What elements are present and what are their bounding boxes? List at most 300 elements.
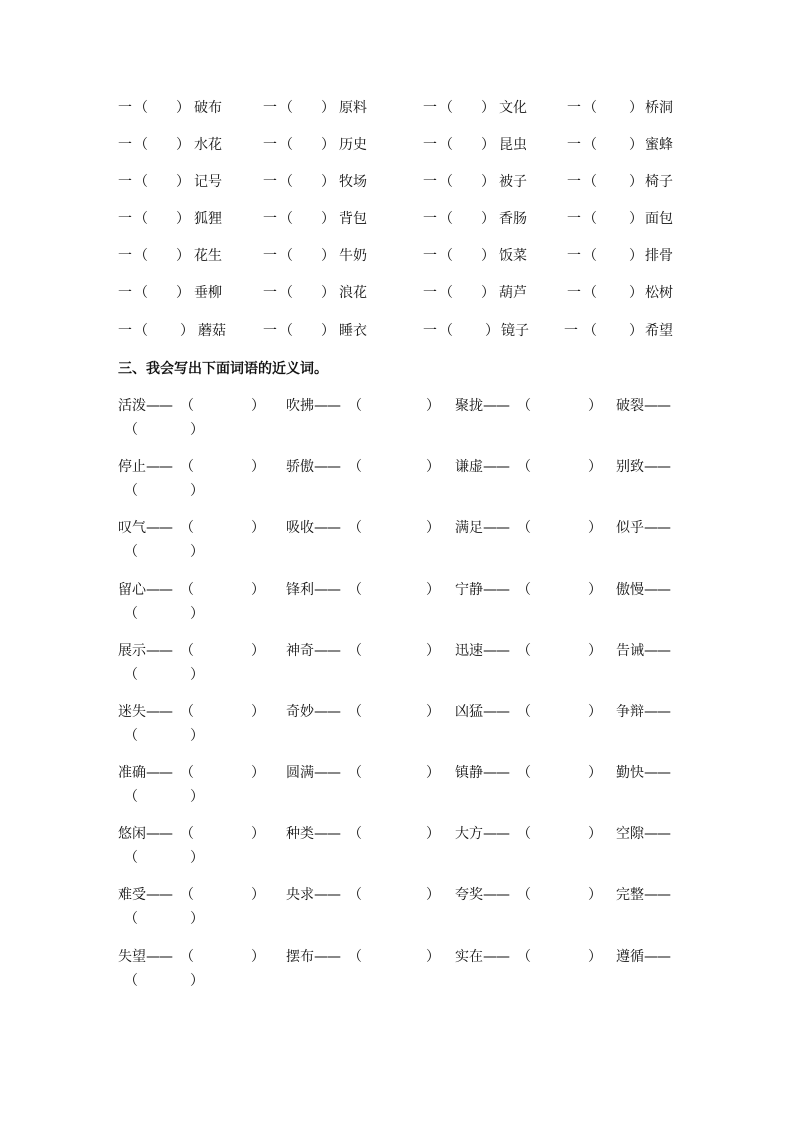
synonym-item [118,701,265,723]
blank-open: （ [439,211,453,227]
synonym-item [455,395,602,417]
item-word: 锋利 [286,582,314,598]
synonym-item [455,579,602,601]
yi-char: 一 [423,323,437,339]
dash: —— [644,704,670,720]
dash: —— [483,520,509,536]
blank-close: ） [190,667,204,683]
blank-close: ） [629,323,643,339]
synonym-item [286,946,440,968]
item-word: 希望 [645,323,673,339]
blank-close: ） [321,137,335,153]
blank-open: （ [134,174,148,190]
blank-open: （ [348,765,362,781]
blank-close: ） [321,100,335,116]
synonym-item [616,762,670,784]
blank-close: ） [588,826,602,842]
blank-close: ） [588,765,602,781]
synonym-item [286,640,440,662]
blank-close: ） [190,422,204,438]
item-word: 吹拂 [286,398,314,414]
synonym-item [286,456,440,478]
blank-open: （ [124,728,138,744]
blank-close: ） [176,211,190,227]
blank-close: ） [481,285,495,301]
synonym-item [616,701,670,723]
dash: —— [146,826,172,842]
item-word: 告诫 [616,643,644,659]
item-word: 浪花 [339,285,367,301]
item-word: 活泼 [118,398,146,414]
yi-char: 一 [423,174,437,190]
blank-close: ） [321,323,335,339]
dash: —— [314,704,340,720]
synonym-item [118,762,265,784]
item-word: 神奇 [286,643,314,659]
blank-open: （ [180,949,194,965]
blank-open: （ [124,667,138,683]
dash: —— [314,520,340,536]
dash: —— [644,520,670,536]
blank-close: ） [321,248,335,264]
blank-open: （ [348,459,362,475]
synonym-item [118,456,265,478]
exercise-row [0,701,794,747]
blank-close: ） [251,887,265,903]
item-word: 吸收 [286,520,314,536]
blank-open: （ [348,887,362,903]
dash: —— [483,949,509,965]
exercise-row [0,134,794,156]
blank-close: ） [251,520,265,536]
item-word: 蜜蜂 [645,137,673,153]
yi-char: 一 [567,248,581,264]
blank-open: （ [124,911,138,927]
exercise-row [0,762,794,808]
dash: —— [314,826,340,842]
yi-char: 一 [263,285,277,301]
blank-open: （ [517,520,531,536]
yi-char: 一 [118,100,132,116]
blank-open: （ [134,248,148,264]
exercise-row [0,208,794,230]
blank-close: ） [190,544,204,560]
yi-char: 一 [263,137,277,153]
synonym-item [286,395,440,417]
dash: —— [314,459,340,475]
item-word: 完整 [616,887,644,903]
exercise-row [0,823,794,869]
blank-close: ） [481,211,495,227]
blank-close: ） [588,704,602,720]
blank-open: （ [517,826,531,842]
blank-close: ） [251,704,265,720]
blank-close: ） [481,248,495,264]
synonym-item [455,823,602,845]
dash: —— [644,949,670,965]
blank-open: （ [439,174,453,190]
blank-close: ） [629,174,643,190]
blank-open: （ [348,582,362,598]
blank-close: ） [251,765,265,781]
blank-close: ） [251,582,265,598]
dash: —— [483,398,509,414]
dash: —— [483,704,509,720]
item-word: 香肠 [499,211,527,227]
blank-open: （ [279,211,293,227]
blank-close: ） [426,459,440,475]
item-word: 叹气 [118,520,146,536]
yi-char: 一 [263,323,277,339]
synonym-item [616,395,670,417]
blank-close: ） [426,643,440,659]
item-word: 大方 [455,826,483,842]
yi-char: 一 [423,248,437,264]
item-word: 摆布 [286,949,314,965]
exercise-row [0,640,794,686]
blank-open: （ [180,765,194,781]
item-word: 央求 [286,887,314,903]
item-word: 背包 [339,211,367,227]
blank-close: ） [321,285,335,301]
item-word: 排骨 [645,248,673,264]
yi-char: 一 [118,174,132,190]
dash: —— [644,887,670,903]
item-word: 停止 [118,459,146,475]
synonym-item [118,517,265,539]
synonym-item [455,946,602,968]
blank-open: （ [279,100,293,116]
dash: —— [644,398,670,414]
item-word: 奇妙 [286,704,314,720]
yi-char: 一 [263,100,277,116]
synonym-item [455,517,602,539]
blank-close: ） [190,973,204,989]
dash: —— [483,826,509,842]
dash: —— [146,582,172,598]
blank-close: ） [481,137,495,153]
blank-close: ） [588,887,602,903]
item-word: 圆满 [286,765,314,781]
dash: —— [483,582,509,598]
blank-close: ） [629,285,643,301]
item-word: 睡衣 [339,323,367,339]
item-word: 原料 [339,100,367,116]
item-word: 留心 [118,582,146,598]
item-word: 勤快 [616,765,644,781]
blank-open: （ [180,643,194,659]
dash: —— [146,765,172,781]
synonym-item [616,517,670,539]
item-word: 空隙 [616,826,644,842]
blank-close: ） [629,137,643,153]
dash: —— [314,582,340,598]
item-word: 昆虫 [499,137,527,153]
yi-char: 一 [567,211,581,227]
exercise-row [0,97,794,119]
item-word: 破布 [194,100,222,116]
synonym-item [286,579,440,601]
blank-close: ） [190,728,204,744]
blank-open: （ [124,483,138,499]
blank-close: ） [190,606,204,622]
blank-open: （ [583,248,597,264]
dash: —— [483,643,509,659]
synonym-item [616,884,670,906]
dash: —— [644,582,670,598]
exercise-row [0,456,794,502]
item-word: 遵循 [616,949,644,965]
exercise-row [0,517,794,563]
blank-open: （ [134,211,148,227]
blank-open: （ [348,949,362,965]
dash: —— [146,398,172,414]
blank-open: （ [279,137,293,153]
yi-char: 一 [423,137,437,153]
dash: —— [314,765,340,781]
dash: —— [483,887,509,903]
blank-open: （ [348,398,362,414]
synonym-item [455,640,602,662]
blank-close: ） [588,643,602,659]
blank-open: （ [124,789,138,805]
item-word: 种类 [286,826,314,842]
blank-open: （ [124,973,138,989]
synonym-item [286,701,440,723]
blank-open: （ [180,520,194,536]
yi-char: 一 [567,174,581,190]
blank-open: （ [180,459,194,475]
blank-close: ） [426,704,440,720]
blank-close: ） [426,826,440,842]
item-word: 难受 [118,887,146,903]
blank-open: （ [348,704,362,720]
item-word: 傲慢 [616,582,644,598]
synonym-item [286,762,440,784]
blank-close: ） [190,911,204,927]
item-word: 椅子 [645,174,673,190]
blank-open: （ [124,544,138,560]
item-word: 面包 [645,211,673,227]
synonym-item [455,701,602,723]
blank-close: ） [426,887,440,903]
item-word: 实在 [455,949,483,965]
blank-open: （ [180,826,194,842]
blank-open: （ [439,248,453,264]
blank-open: （ [124,850,138,866]
yi-char: 一 [423,100,437,116]
blank-open: （ [124,606,138,622]
dash: —— [644,765,670,781]
synonym-item [286,517,440,539]
yi-char: 一 [118,323,132,339]
item-word: 蘑菇 [198,323,226,339]
blank-close: ） [251,398,265,414]
blank-open: （ [134,137,148,153]
synonym-item [616,456,670,478]
blank-open: （ [348,826,362,842]
item-word: 似乎 [616,520,644,536]
blank-close: ） [426,765,440,781]
item-word: 狐狸 [194,211,222,227]
dash: —— [314,887,340,903]
blank-open: （ [517,949,531,965]
blank-open: （ [583,323,597,339]
blank-close: ） [426,949,440,965]
blank-open: （ [134,100,148,116]
synonym-item [616,946,670,968]
blank-close: ） [629,211,643,227]
item-word: 镜子 [501,323,529,339]
blank-open: （ [517,704,531,720]
item-word: 桥洞 [645,100,673,116]
dash: —— [314,398,340,414]
synonym-item [118,823,265,845]
item-word: 骄傲 [286,459,314,475]
item-word: 水花 [194,137,222,153]
blank-open: （ [517,643,531,659]
blank-close: ） [176,174,190,190]
exercise-row [0,171,794,193]
item-word: 被子 [499,174,527,190]
item-word: 记号 [194,174,222,190]
blank-open: （ [517,398,531,414]
synonym-item [286,823,440,845]
exercise-row [0,245,794,267]
blank-close: ） [190,789,204,805]
yi-char: 一 [423,285,437,301]
blank-open: （ [180,887,194,903]
blank-open: （ [517,765,531,781]
item-word: 准确 [118,765,146,781]
blank-open: （ [583,100,597,116]
blank-open: （ [279,323,293,339]
blank-close: ） [485,323,499,339]
item-word: 谦虚 [455,459,483,475]
item-word: 别致 [616,459,644,475]
blank-open: （ [134,285,148,301]
exercise-row [0,320,794,342]
synonym-item [118,579,265,601]
blank-close: ） [190,850,204,866]
blank-close: ） [629,100,643,116]
blank-open: （ [439,323,453,339]
synonym-item [616,823,670,845]
synonym-item [286,884,440,906]
exercise-row [0,282,794,304]
dash: —— [644,643,670,659]
item-word: 葫芦 [499,285,527,301]
blank-close: ） [588,520,602,536]
item-word: 失望 [118,949,146,965]
item-word: 迷失 [118,704,146,720]
item-word: 凶猛 [455,704,483,720]
blank-open: （ [517,582,531,598]
dash: —— [644,826,670,842]
blank-open: （ [348,643,362,659]
item-word: 破裂 [616,398,644,414]
blank-open: （ [279,285,293,301]
dash: —— [314,643,340,659]
item-word: 争辩 [616,704,644,720]
blank-close: ） [190,483,204,499]
synonym-item [118,946,265,968]
blank-close: ） [251,459,265,475]
dash: —— [314,949,340,965]
blank-close: ） [426,398,440,414]
item-word: 悠闲 [118,826,146,842]
section-heading: 三、我会写出下面词语的近义词。 [118,361,328,377]
item-word: 展示 [118,643,146,659]
dash: —— [146,643,172,659]
exercise-row [0,946,794,992]
dash: —— [146,459,172,475]
blank-close: ） [588,459,602,475]
blank-close: ） [588,582,602,598]
dash: —— [483,459,509,475]
blank-close: ） [176,100,190,116]
item-word: 垂柳 [194,285,222,301]
synonym-item [455,762,602,784]
blank-close: ） [481,100,495,116]
synonym-item [616,640,670,662]
item-word: 历史 [339,137,367,153]
synonym-item [118,640,265,662]
yi-char: 一 [118,285,132,301]
blank-open: （ [517,887,531,903]
blank-open: （ [583,285,597,301]
blank-open: （ [439,100,453,116]
exercise-row [0,395,794,441]
exercise-row [0,884,794,930]
blank-close: ） [426,520,440,536]
item-word: 夸奖 [455,887,483,903]
blank-open: （ [180,582,194,598]
item-word: 迅速 [455,643,483,659]
blank-close: ） [251,949,265,965]
synonym-item [455,456,602,478]
dash: —— [146,887,172,903]
blank-close: ） [588,949,602,965]
item-word: 牛奶 [339,248,367,264]
synonym-item [455,884,602,906]
item-word: 花生 [194,248,222,264]
yi-char: 一 [423,211,437,227]
item-word: 满足 [455,520,483,536]
blank-close: ） [481,174,495,190]
yi-char: 一 [263,174,277,190]
blank-close: ） [176,137,190,153]
blank-open: （ [279,174,293,190]
item-word: 镇静 [455,765,483,781]
yi-char: 一 [567,285,581,301]
dash: —— [644,459,670,475]
blank-close: ） [321,211,335,227]
synonym-item [118,395,265,417]
item-word: 饭菜 [499,248,527,264]
blank-open: （ [439,285,453,301]
blank-close: ） [180,323,194,339]
item-word: 文化 [499,100,527,116]
dash: —— [146,949,172,965]
yi-char: 一 [564,323,578,339]
blank-open: （ [348,520,362,536]
blank-open: （ [134,323,148,339]
blank-open: （ [583,137,597,153]
blank-open: （ [439,137,453,153]
yi-char: 一 [118,137,132,153]
blank-open: （ [180,704,194,720]
